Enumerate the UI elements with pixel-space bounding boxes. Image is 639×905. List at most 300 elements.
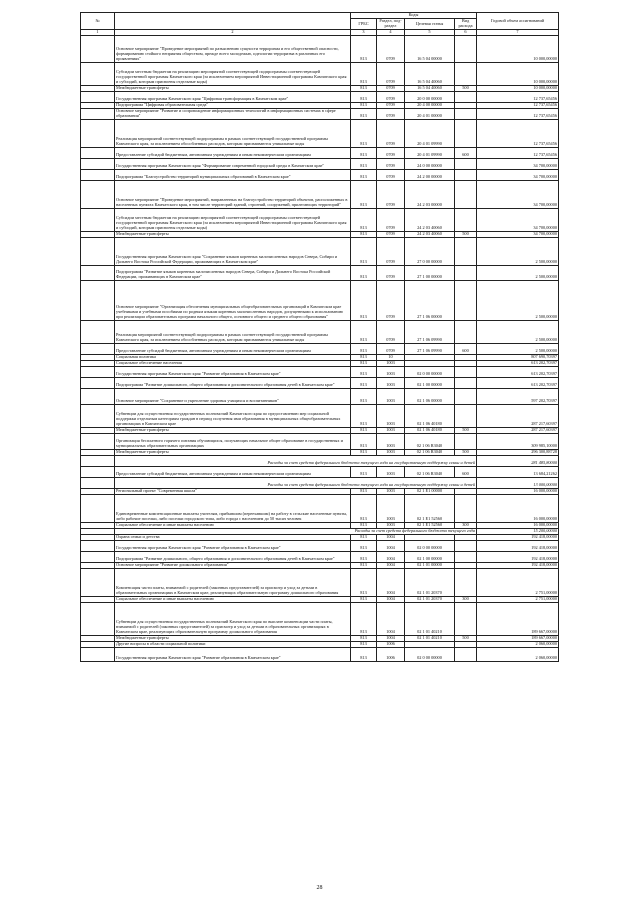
- section-cell: 0709: [377, 120, 405, 148]
- column-index: 7: [477, 30, 559, 36]
- amount-cell: 309 985,10000: [477, 434, 559, 450]
- target-cell: 02 1 06 00000: [405, 389, 455, 405]
- grbs-cell: 813: [351, 389, 377, 405]
- type-header: Вид расхода: [455, 19, 477, 30]
- note-cell: Расходы за счет средств федерального бюджета текущего года на государственную поддержку семьи и детей: [115, 456, 477, 467]
- amount-cell: 10 000,00000: [477, 86, 559, 92]
- grbs-cell: 813: [351, 36, 377, 63]
- number-header: №: [81, 13, 115, 30]
- type-cell: [455, 434, 477, 450]
- table-row: [81, 603, 559, 636]
- target-cell: 20 0 00 00000: [405, 92, 455, 103]
- target-cell: 02 1 01 20370: [405, 597, 455, 603]
- amount-cell: 12 737,65456: [477, 148, 559, 159]
- name-cell: Государственная программа Камчатского края "Развитие образования в Камчатском крае": [115, 648, 351, 662]
- amount-cell: 2 751,00000: [477, 569, 559, 597]
- row-number-cell: [81, 389, 115, 405]
- grbs-cell: 813: [351, 495, 377, 523]
- table-row: [81, 344, 559, 355]
- name-cell: Социальное обеспечение населения: [115, 361, 351, 367]
- target-cell: 02 1 01 40210: [405, 603, 455, 636]
- amount-cell: 189 667,00000: [477, 603, 559, 636]
- section-cell: 1004: [377, 563, 405, 569]
- section-cell: 0709: [377, 170, 405, 181]
- row-number-cell: [81, 541, 115, 552]
- amount-cell: 12 737,65456: [477, 103, 559, 109]
- target-cell: 20 4 01 09990: [405, 148, 455, 159]
- target-cell: 20 4 01 09990: [405, 120, 455, 148]
- name-cell: Основное мероприятие "Проведение мероприятий по разъяснению сущности терроризма и его общественной опасности, формированию стойкого неприятия обществом, прежде всего молодежью, идеологии терроризма в различных его проявлениях": [115, 36, 351, 63]
- grbs-cell: 813: [351, 541, 377, 552]
- target-cell: 02 0 00 00000: [405, 541, 455, 552]
- type-cell: 600: [455, 467, 477, 478]
- row-number-cell: [81, 344, 115, 355]
- table-row: [81, 170, 559, 181]
- row-number-cell: [81, 321, 115, 344]
- name-cell: Охрана семьи и детства: [115, 535, 351, 541]
- amount-cell: 2 060,00000: [477, 648, 559, 662]
- amount-cell: 34 700,00000: [477, 170, 559, 181]
- target-header: Целевая статья: [405, 19, 455, 30]
- name-cell: Государственная программа Камчатского края "Сохранение языков коренных малочисленных народов Севера, Сибири и Дальнего Востока Российской Федерации, проживающих в Камчатском крае": [115, 238, 351, 266]
- section-cell: 0709: [377, 109, 405, 120]
- section-cell: 0709: [377, 63, 405, 86]
- grbs-cell: 813: [351, 361, 377, 367]
- name-cell: Предоставление субсидий бюджетным, автономным учреждениям и иным некоммерческим организациям: [115, 467, 351, 478]
- type-cell: [455, 367, 477, 378]
- row-number-cell: [81, 92, 115, 103]
- type-cell: 300: [455, 523, 477, 529]
- row-number-cell: [81, 238, 115, 266]
- name-cell: Субвенции для осуществления государственных полномочий Камчатского края по выплате компенсации части платы, взимаемой с родителей (законных представителей) за присмотр и уход за детьми в образовательных организациях в Камчатском крае, реализующих образовательную программу дошкольного образования: [115, 603, 351, 636]
- grbs-cell: 813: [351, 209, 377, 232]
- amount-cell: 10 000,00000: [477, 36, 559, 63]
- type-cell: [455, 209, 477, 232]
- amount-cell: 287 217,60397: [477, 428, 559, 434]
- section-cell: 0709: [377, 238, 405, 266]
- type-cell: [455, 159, 477, 170]
- type-cell: [455, 603, 477, 636]
- table-row: [81, 434, 559, 450]
- target-cell: 02 1 01 00000: [405, 563, 455, 569]
- target-cell: 27 1 06 09990: [405, 344, 455, 355]
- grbs-cell: 813: [351, 603, 377, 636]
- amount-cell: 34 700,00000: [477, 209, 559, 232]
- target-cell: 02 1 E1 52560: [405, 523, 455, 529]
- amount-cell: 2 060,00000: [477, 642, 559, 648]
- name-cell: Основное мероприятие "Проведение мероприятий, направленных на благоустройство территорий объектов, расположенных в населенных пунктах Камчатского края, в том числе территорий зданий, строений, сооружений, прилегающих территорий": [115, 181, 351, 209]
- table-row: [81, 159, 559, 170]
- amount-cell: 16 000,00000: [477, 523, 559, 529]
- amount-cell: 192 418,00000: [477, 563, 559, 569]
- table-row: [81, 266, 559, 281]
- section-cell: 1003: [377, 361, 405, 367]
- target-cell: 27 1 06 00000: [405, 281, 455, 321]
- target-cell: 02 1 06 R3040: [405, 434, 455, 450]
- amount-cell: 15 200,00000: [477, 529, 559, 535]
- section-cell: 1003: [377, 450, 405, 456]
- row-number-cell: [81, 36, 115, 63]
- grbs-cell: 813: [351, 367, 377, 378]
- target-cell: 24 2 03 40060: [405, 232, 455, 238]
- target-cell: 24 0 00 00000: [405, 159, 455, 170]
- type-cell: 500: [455, 450, 477, 456]
- amount-cell: 10 000,00000: [477, 63, 559, 86]
- name-cell: Государственная программа Камчатского края "Цифровая трансформация в Камчатском крае": [115, 92, 351, 103]
- type-cell: [455, 552, 477, 563]
- row-number-cell: [81, 434, 115, 450]
- target-cell: 02 1 00 00000: [405, 552, 455, 563]
- amount-cell: 16 000,00000: [477, 489, 559, 495]
- target-cell: 02 1 06 R3040: [405, 450, 455, 456]
- section-cell: 1003: [377, 428, 405, 434]
- table-row: [81, 109, 559, 120]
- amount-cell: 12 737,65456: [477, 92, 559, 103]
- grbs-cell: 813: [351, 434, 377, 450]
- grbs-cell: 813: [351, 450, 377, 456]
- type-cell: 500: [455, 428, 477, 434]
- column-index: 4: [377, 30, 405, 36]
- table-row: [81, 181, 559, 209]
- section-cell: 0709: [377, 266, 405, 281]
- name-cell: Основное мероприятие "Развитие дошкольного образования": [115, 563, 351, 569]
- grbs-cell: 813: [351, 103, 377, 109]
- type-cell: [455, 120, 477, 148]
- grbs-cell: 813: [351, 159, 377, 170]
- target-cell: 24 2 00 00000: [405, 170, 455, 181]
- type-cell: [455, 541, 477, 552]
- amount-cell: 16 000,00000: [477, 495, 559, 523]
- type-cell: [455, 266, 477, 281]
- column-index: 3: [351, 30, 377, 36]
- amount-cell: 597 202,70397: [477, 389, 559, 405]
- row-number-cell: [81, 63, 115, 86]
- target-cell: 02 0 00 00000: [405, 367, 455, 378]
- name-cell: Межбюджетные трансферты: [115, 86, 351, 92]
- amount-cell: 613 202,70397: [477, 361, 559, 367]
- note-cell: Расходы за счет средств федерального бюджета текущего года на государственную поддержку семьи и детей: [115, 478, 477, 489]
- section-cell: 0709: [377, 92, 405, 103]
- section-cell: 1003: [377, 389, 405, 405]
- grbs-cell: 813: [351, 148, 377, 159]
- column-index: 5: [405, 30, 455, 36]
- table-row: [81, 541, 559, 552]
- target-cell: 02 1 06 R3040: [405, 467, 455, 478]
- type-cell: [455, 109, 477, 120]
- grbs-cell: 813: [351, 535, 377, 541]
- grbs-cell: 813: [351, 170, 377, 181]
- amount-cell: 189 667,00000: [477, 636, 559, 642]
- target-cell: 20 4 00 00000: [405, 103, 455, 109]
- amount-cell: 613 202,70397: [477, 367, 559, 378]
- target-cell: 24 2 03 40060: [405, 209, 455, 232]
- name-cell: Межбюджетные трансферты: [115, 428, 351, 434]
- grbs-cell: 813: [351, 266, 377, 281]
- name-cell: Государственная программа Камчатского края "Развитие образования в Камчатском крае": [115, 367, 351, 378]
- section-cell: 1003: [377, 405, 405, 428]
- grbs-cell: 813: [351, 344, 377, 355]
- type-cell: [455, 181, 477, 209]
- section-cell: 1003: [377, 367, 405, 378]
- name-cell: Государственная программа Камчатского края "Развитие образования в Камчатском крае": [115, 541, 351, 552]
- section-cell: 10: [377, 355, 405, 361]
- name-cell: Основное мероприятие "Сохранение и укрепление здоровья учащихся и воспитанников": [115, 389, 351, 405]
- row-number-cell: [81, 495, 115, 523]
- grbs-cell: 813: [351, 467, 377, 478]
- table-body: [81, 36, 559, 662]
- section-cell: 0709: [377, 36, 405, 63]
- amount-cell: 807 690,70397: [477, 355, 559, 361]
- target-cell: 02 1 E1 00000: [405, 489, 455, 495]
- target-cell: 02 1 01 40210: [405, 636, 455, 642]
- row-number-cell: [81, 266, 115, 281]
- section-cell: 1004: [377, 597, 405, 603]
- row-number-cell: [81, 109, 115, 120]
- table-row: [81, 569, 559, 597]
- table-row: [81, 238, 559, 266]
- type-cell: 500: [455, 636, 477, 642]
- row-number-cell: [81, 170, 115, 181]
- name-cell: Подпрограмма "Цифровая образовательная среда": [115, 103, 351, 109]
- name-cell: Подпрограмма "Развитие дошкольного, общего образования и дополнительного образования детей в Камчатском крае": [115, 552, 351, 563]
- type-cell: 500: [455, 86, 477, 92]
- amount-cell: 296 300,88728: [477, 450, 559, 456]
- budget-table: [80, 12, 559, 662]
- grbs-cell: 813: [351, 428, 377, 434]
- amount-cell: 192 418,00000: [477, 541, 559, 552]
- target-cell: 16 5 04 00000: [405, 36, 455, 63]
- name-cell: Подпрограмма "Благоустройство территорий муниципальных образований в Камчатском крае": [115, 170, 351, 181]
- name-cell: Социальная политика: [115, 355, 351, 361]
- section-cell: 0709: [377, 281, 405, 321]
- grbs-cell: 813: [351, 563, 377, 569]
- grbs-cell: 813: [351, 232, 377, 238]
- section-cell: 1004: [377, 541, 405, 552]
- name-cell: Межбюджетные трансферты: [115, 232, 351, 238]
- section-cell: 1003: [377, 489, 405, 495]
- row-number-cell: [81, 552, 115, 563]
- table-row: [81, 281, 559, 321]
- row-number-cell: [81, 648, 115, 662]
- grbs-cell: 813: [351, 86, 377, 92]
- name-cell: Государственная программа Камчатского края "Формирование современной городской среды в Камчатском крае": [115, 159, 351, 170]
- row-number-cell: [81, 378, 115, 389]
- table-row: [81, 209, 559, 232]
- table-row: [81, 389, 559, 405]
- amount-cell: 281 485,80000: [477, 456, 559, 467]
- amount-cell: 12 737,65456: [477, 120, 559, 148]
- section-cell: 0709: [377, 103, 405, 109]
- section-cell: 1004: [377, 535, 405, 541]
- type-cell: [455, 170, 477, 181]
- section-cell: 1003: [377, 434, 405, 450]
- target-cell: 02 1 01 20370: [405, 569, 455, 597]
- target-cell: 02 0 00 00000: [405, 648, 455, 662]
- row-number-cell: [81, 181, 115, 209]
- name-cell: Межбюджетные трансферты: [115, 636, 351, 642]
- type-cell: [455, 63, 477, 86]
- name-cell: Социальное обеспечение и иные выплаты населению: [115, 523, 351, 529]
- grbs-cell: 813: [351, 281, 377, 321]
- name-cell: Предоставление субсидий бюджетным, автономным учреждениям и иным некоммерческим организациям: [115, 344, 351, 355]
- grbs-header: ГРБС: [351, 19, 377, 30]
- amount-cell: 13 684,21262: [477, 467, 559, 478]
- name-cell: Региональный проект "Современная школа": [115, 489, 351, 495]
- table-row: [81, 367, 559, 378]
- section-cell: 1006: [377, 642, 405, 648]
- row-number-cell: [81, 478, 115, 489]
- name-cell: Реализация мероприятий соответствующей подпрограммы в рамках соответствующей государственной программы Камчатского края, за исключением обособленных расходов, которым присваиваются уникальные коды: [115, 321, 351, 344]
- section-cell: 0709: [377, 148, 405, 159]
- name-cell: Субсидии местным бюджетам на реализацию мероприятий соответствующей подпрограммы соответствующей государственной программы Камчатского края (за исключением мероприятий Инвестиционной программы Камчатского края и субсидий, которым присвоены отдельные коды): [115, 209, 351, 232]
- name-cell: Подпрограмма "Развитие языков коренных малочисленных народов Севера, Сибири и Дальнего Востока Российской Федерации, проживающих в Камчатском крае": [115, 266, 351, 281]
- section-cell: 0709: [377, 344, 405, 355]
- column-index: 6: [455, 30, 477, 36]
- target-cell: 02 1 06 40180: [405, 428, 455, 434]
- amount-cell: 34 700,00000: [477, 181, 559, 209]
- target-cell: 02 1 E1 52560: [405, 495, 455, 523]
- name-header: [115, 13, 351, 30]
- name-cell: Подпрограмма "Развитие дошкольного, общего образования и дополнительного образования детей в Камчатском крае": [115, 378, 351, 389]
- section-cell: 0709: [377, 209, 405, 232]
- type-cell: [455, 92, 477, 103]
- name-cell: Социальное обеспечение и иные выплаты населению: [115, 597, 351, 603]
- grbs-cell: 813: [351, 523, 377, 529]
- column-index: 2: [115, 30, 351, 36]
- row-number-cell: [81, 281, 115, 321]
- table-row: [81, 321, 559, 344]
- column-index: 1: [81, 30, 115, 36]
- grbs-cell: 813: [351, 63, 377, 86]
- codes-header: Коды: [351, 13, 477, 19]
- amount-cell: 287 217,60397: [477, 405, 559, 428]
- row-number-cell: [81, 148, 115, 159]
- target-cell: 27 1 00 00000: [405, 266, 455, 281]
- type-cell: 600: [455, 148, 477, 159]
- name-cell: Компенсация части платы, взимаемой с родителей (законных представителей) за присмотр и уход за детьми в образовательных организациях в Камчатском крае, реализующих образовательную программу дошкольного образования: [115, 569, 351, 597]
- table-row: [81, 148, 559, 159]
- row-number-cell: [81, 209, 115, 232]
- section-cell: 1004: [377, 569, 405, 597]
- amount-cell: 192 418,00000: [477, 535, 559, 541]
- target-cell: 27 1 06 09990: [405, 321, 455, 344]
- section-cell: 1003: [377, 378, 405, 389]
- grbs-cell: 813: [351, 238, 377, 266]
- row-number-cell: [81, 367, 115, 378]
- amount-cell: 2 500,00000: [477, 266, 559, 281]
- amount-cell: 2 751,00000: [477, 597, 559, 603]
- section-cell: 1003: [377, 523, 405, 529]
- target-cell: 02 1 00 00000: [405, 378, 455, 389]
- grbs-cell: 813: [351, 405, 377, 428]
- grbs-cell: 813: [351, 378, 377, 389]
- section-cell: 0709: [377, 181, 405, 209]
- type-cell: 300: [455, 597, 477, 603]
- table-row: [81, 63, 559, 86]
- section-cell: 1004: [377, 636, 405, 642]
- name-cell: Единовременные компенсационные выплаты учителям, прибывшим (переехавшим) на работу в сельские населенные пункты, либо рабочие поселки, либо поселки городского типа, либо города с населением до 50 тысяч человек: [115, 495, 351, 523]
- section-cell: 1006: [377, 648, 405, 662]
- grbs-cell: 813: [351, 321, 377, 344]
- amount-cell: 2 500,00000: [477, 281, 559, 321]
- grbs-cell: 813: [351, 92, 377, 103]
- grbs-cell: 813: [351, 642, 377, 648]
- name-cell: Организация бесплатного горячего питания обучающихся, получающих начальное общее образование в государственных и муниципальных образовательных организациях: [115, 434, 351, 450]
- row-number-cell: [81, 456, 115, 467]
- type-cell: 500: [455, 232, 477, 238]
- grbs-cell: 813: [351, 636, 377, 642]
- section-cell: 1003: [377, 467, 405, 478]
- row-number-cell: [81, 569, 115, 597]
- grbs-cell: 813: [351, 552, 377, 563]
- row-number-cell: [81, 405, 115, 428]
- target-cell: 02 1 06 40180: [405, 405, 455, 428]
- type-cell: 600: [455, 344, 477, 355]
- page-number: 28: [316, 885, 323, 891]
- type-cell: [455, 495, 477, 523]
- amount-cell: 2 500,00000: [477, 238, 559, 266]
- amount-cell: 613 202,70397: [477, 378, 559, 389]
- target-cell: 20 4 01 00000: [405, 109, 455, 120]
- table-row: [81, 378, 559, 389]
- amount-header: Годовой объем ассигнований: [477, 13, 559, 30]
- section-cell: 0709: [377, 159, 405, 170]
- name-cell: Реализация мероприятий соответствующей подпрограммы в рамках соответствующей государственной программы Камчатского края, за исключением обособленных расходов, которым присваиваются уникальные коды: [115, 120, 351, 148]
- table-row: [81, 92, 559, 103]
- section-cell: 1003: [377, 495, 405, 523]
- amount-cell: 34 700,00000: [477, 159, 559, 170]
- name-cell: Основное мероприятие "Организация обеспечения муниципальных общеобразовательных организаций в Камчатском крае учебниками и учебными пособиями по родным языкам коренных малочисленных народов, допущенными к использованию при реализации образовательных программ начального общего, основного общего и среднего общего образования": [115, 281, 351, 321]
- note-cell: Расходы за счет средств федерального бюджета текущего года: [115, 529, 477, 535]
- table-row: [81, 120, 559, 148]
- section-cell: 0709: [377, 321, 405, 344]
- grbs-cell: 813: [351, 355, 377, 361]
- grbs-cell: 813: [351, 181, 377, 209]
- note-row: [81, 478, 559, 489]
- table-row: [81, 36, 559, 63]
- target-cell: 27 0 00 00000: [405, 238, 455, 266]
- name-cell: Межбюджетные трансферты: [115, 450, 351, 456]
- amount-cell: 2 500,00000: [477, 321, 559, 344]
- row-number-cell: [81, 603, 115, 636]
- table-row: [81, 552, 559, 563]
- type-cell: [455, 36, 477, 63]
- type-cell: [455, 378, 477, 389]
- amount-cell: 192 418,00000: [477, 552, 559, 563]
- amount-cell: 2 500,00000: [477, 344, 559, 355]
- section-cell: 1004: [377, 603, 405, 636]
- amount-cell: 12 737,65456: [477, 109, 559, 120]
- name-cell: Предоставление субсидий бюджетным, автономным учреждениям и иным некоммерческим организациям: [115, 148, 351, 159]
- target-cell: 24 2 03 00000: [405, 181, 455, 209]
- type-cell: [455, 281, 477, 321]
- grbs-cell: 813: [351, 569, 377, 597]
- target-cell: 16 5 04 40060: [405, 63, 455, 86]
- grbs-cell: 813: [351, 597, 377, 603]
- section-cell: 0709: [377, 232, 405, 238]
- amount-cell: 13 000,00000: [477, 478, 559, 489]
- type-cell: [455, 321, 477, 344]
- grbs-cell: 813: [351, 120, 377, 148]
- grbs-cell: 813: [351, 109, 377, 120]
- section-cell: 1004: [377, 552, 405, 563]
- target-cell: 16 5 04 40060: [405, 86, 455, 92]
- type-cell: [455, 389, 477, 405]
- amount-cell: 34 700,00000: [477, 232, 559, 238]
- row-number-cell: [81, 159, 115, 170]
- table-row: [81, 648, 559, 662]
- section-header: Раздел, под-раздел: [377, 19, 405, 30]
